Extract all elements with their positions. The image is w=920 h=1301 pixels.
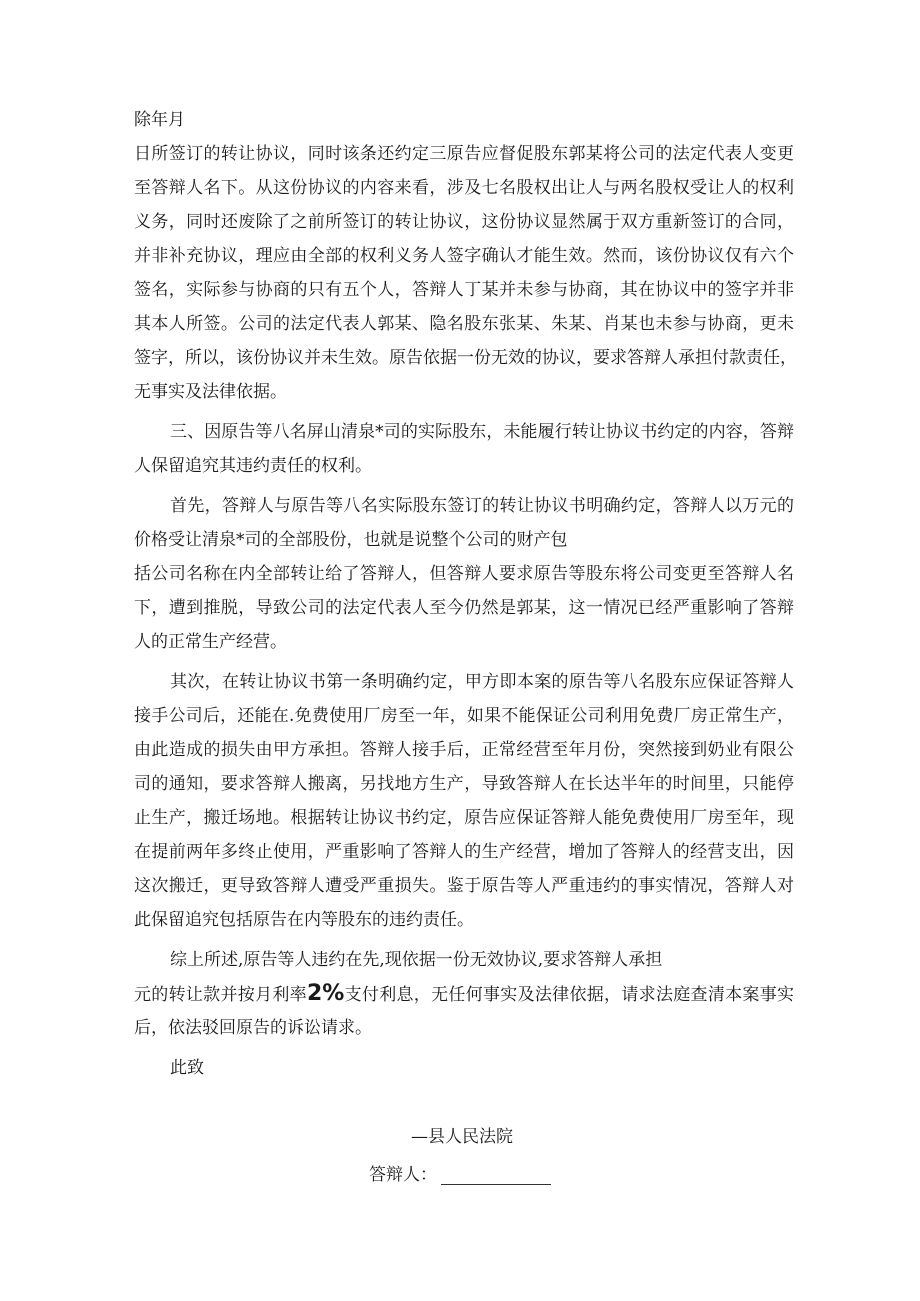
text-line: 人的正常生产经营。 xyxy=(134,632,287,652)
respondent-label: 答辩人： xyxy=(369,1165,437,1185)
text-line: 价格受让清泉*司的全部股份，也就是说整个公司的财产包 xyxy=(134,530,568,550)
text-line: 日所签订的转让协议，同时该条还约定三原告应督促股东郭某将公司的法定代表人变更 xyxy=(134,144,794,164)
section-heading: 三、因原告等八名屏山清泉*司的实际股东，未能履行转让协议书约定的内容，答辩 xyxy=(170,422,794,442)
text-segment: 元的转让款并按月利率 xyxy=(134,985,307,1005)
text-line: 综上所述,原告等人违约在先,现依据一份无效协议,要求答辩人承担 xyxy=(170,950,663,970)
text-line: 后，依法驳回原告的诉讼请求。 xyxy=(134,1018,372,1038)
text-line: 并非补充协议，理应由全部的权利义务人签字确认才能生效。然而，该份协议仅有六个 xyxy=(134,246,794,266)
text-line: 义务，同时还废除了之前所签订的转让协议，这份协议显然属于双方重新签订的合同， xyxy=(134,212,794,232)
text-line: 接手公司后，还能在.免费使用厂房至一年，如果不能保证公司利用免费厂房正常生产， xyxy=(134,706,794,726)
salutation: 此致 xyxy=(170,1058,204,1078)
signature-line xyxy=(441,1166,551,1185)
text-line: 签名，实际参与协商的只有五个人，答辩人丁某并未参与协商，其在协议中的签字并非 xyxy=(134,280,794,300)
document-body xyxy=(134,103,797,1085)
text-line: 括公司名称在内全部转让给了答辩人，但答辩人要求原告等股东将公司变更至答辩人名 xyxy=(134,564,794,584)
text-line: 人保留追究其违约责任的权利。 xyxy=(134,456,372,476)
respondent-signature xyxy=(369,1160,551,1185)
text-line: 至答辩人名下。从这份协议的内容来看，涉及七名股权出让人与两名股权受让人的权利 xyxy=(134,178,794,198)
text-line: 司的通知，要求答辩人搬离，另找地方生产，导致答辩人在长达半年的时间里，只能停 xyxy=(134,774,794,794)
text-line: 其次，在转让协议书第一条明确约定，甲方即本案的原告等八名股东应保证答辩人 xyxy=(170,672,794,692)
text-line: 无事实及法律依据。 xyxy=(134,382,287,402)
text-line: 签字，所以，该份协议并未生效。原告依据一份无效的协议，要求答辩人承担付款责任， xyxy=(134,348,797,368)
text-line: 这次搬迁，更导致答辩人遭受严重损失。鉴于原告等人严重违约的事实情况，答辩人对 xyxy=(134,876,794,896)
interest-rate: 2% xyxy=(306,981,345,1006)
text-line xyxy=(134,977,794,1011)
text-line: 除年月 xyxy=(134,110,185,130)
text-line: 此保留追究包括原告在内等股东的违约责任。 xyxy=(134,910,474,930)
text-line: 由此造成的损失由甲方承担。答辩人接手后，正常经营至年月份，突然接到奶业有限公 xyxy=(134,740,794,760)
text-line: 止生产，搬迁场地。根据转让协议书约定，原告应保证答辩人能免费使用厂房至年，现 xyxy=(134,808,794,828)
text-line: 下，遭到推脱，导致公司的法定代表人至今仍然是郭某，这一情况已经严重影响了答辩 xyxy=(134,598,794,618)
text-segment: 支付利息，无任何事实及法律依据，请求法庭查清本案事实 xyxy=(344,985,795,1005)
court-name: —县人民法院 xyxy=(411,1127,513,1147)
text-line: 其本人所签。公司的法定代表人郭某、隐名股东张某、朱某、肖某也未参与协商，更未 xyxy=(134,314,794,334)
text-line: 在提前两年多终止使用，严重影响了答辩人的生产经营，增加了答辩人的经营支出，因 xyxy=(134,842,794,862)
text-line: 首先，答辩人与原告等八名实际股东签订的转让协议书明确约定，答辩人以万元的 xyxy=(170,496,794,516)
